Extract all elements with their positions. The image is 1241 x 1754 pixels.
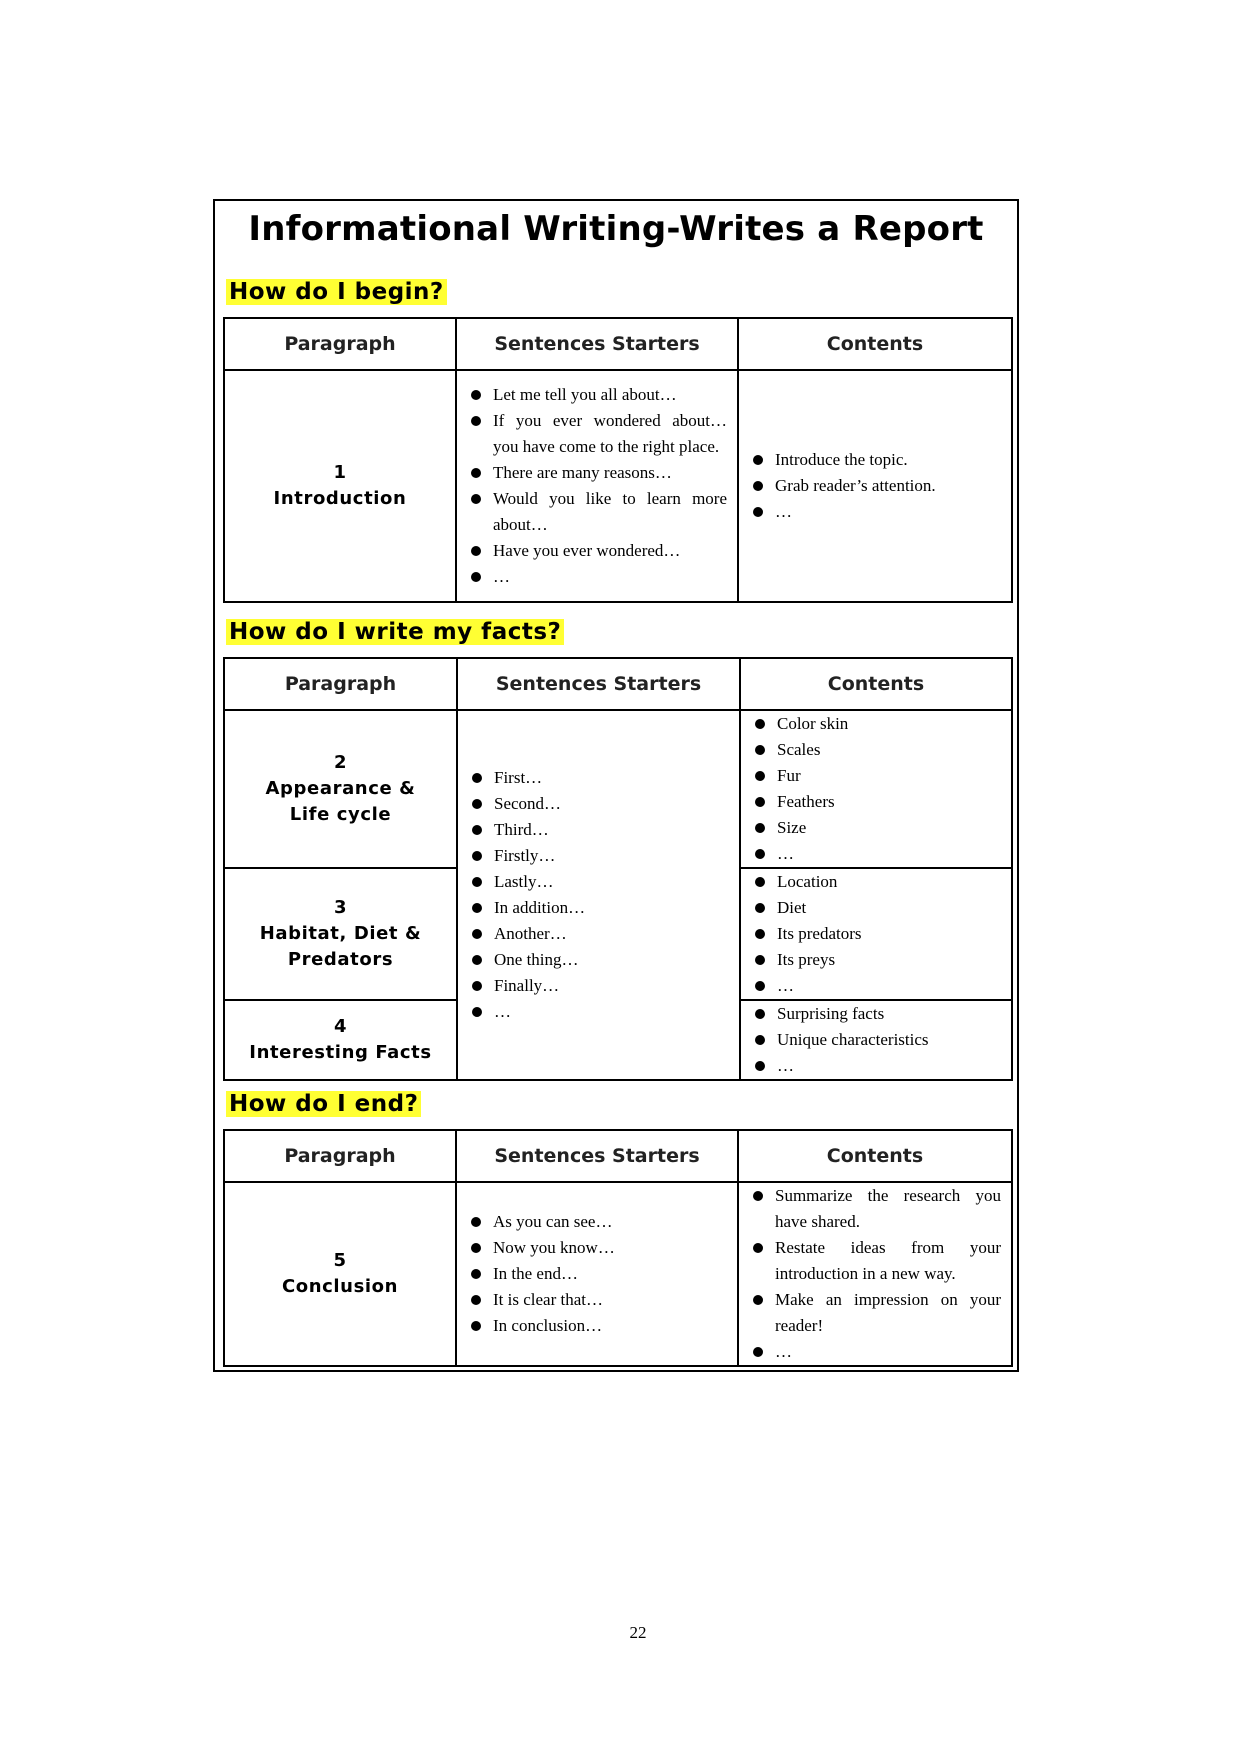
bullet-icon <box>755 745 765 755</box>
table-begin <box>223 317 1013 603</box>
starters-list <box>457 1209 737 1339</box>
list-item <box>469 538 727 564</box>
bullet-icon <box>472 1007 482 1017</box>
list-item-text: Second… <box>494 794 562 813</box>
column-header-starters: Sentences Starters <box>457 658 740 710</box>
list-item-text: Grab reader’s attention. <box>775 476 936 495</box>
list-item-text: Would you like to learn more about… <box>493 489 727 534</box>
list-item-text: One thing… <box>494 950 579 969</box>
table-end <box>223 1129 1013 1367</box>
list-item-text: Its preys <box>777 950 836 969</box>
list-item-text: Feathers <box>777 792 835 811</box>
list-item <box>753 841 1001 867</box>
list-item <box>753 789 1001 815</box>
list-item-text: First… <box>494 768 543 787</box>
contents-cell <box>740 868 1012 1000</box>
bullet-icon <box>471 1269 481 1279</box>
list-item-text: Location <box>777 872 838 891</box>
starters-cell <box>457 710 740 1080</box>
list-item <box>470 895 729 921</box>
list-item <box>753 763 1001 789</box>
bullet-icon <box>472 851 482 861</box>
paragraph-number: 3 <box>333 897 348 918</box>
list-item-text: Scales <box>777 740 821 759</box>
bullet-icon <box>471 1295 481 1305</box>
paragraph-cell-interesting-facts <box>224 1000 457 1080</box>
page-title: Informational Writing-Writes a Report <box>248 209 984 249</box>
list-item <box>469 460 727 486</box>
list-item <box>470 869 729 895</box>
list-item-text: … <box>777 844 794 863</box>
bullet-icon <box>755 903 765 913</box>
list-item <box>470 765 729 791</box>
bullet-icon <box>472 799 482 809</box>
list-item <box>753 869 1001 895</box>
list-item-text: As you can see… <box>493 1212 613 1231</box>
bullet-icon <box>472 981 482 991</box>
bullet-icon <box>472 955 482 965</box>
list-item <box>470 921 729 947</box>
list-item <box>469 382 727 408</box>
bullet-icon <box>753 1243 763 1253</box>
list-item-text: … <box>775 1342 792 1361</box>
list-item-text: … <box>493 567 510 586</box>
list-item-text: Color skin <box>777 714 849 733</box>
contents-list <box>741 1001 1011 1079</box>
starters-cell <box>456 1182 738 1366</box>
list-item <box>470 791 729 817</box>
paragraph-name: Introduction <box>273 488 407 509</box>
list-item-text: Firstly… <box>494 846 556 865</box>
list-item-text: … <box>775 502 792 521</box>
table-row <box>224 370 1012 602</box>
list-item <box>753 1027 1001 1053</box>
list-item <box>753 1001 1001 1027</box>
section-heading-end: How do I end? <box>223 1087 424 1121</box>
contents-cell <box>738 1182 1012 1366</box>
bullet-icon <box>471 1217 481 1227</box>
table-header-row <box>224 1130 1012 1182</box>
starters-cell <box>456 370 738 602</box>
contents-list <box>741 869 1011 999</box>
contents-list <box>739 447 1011 525</box>
contents-list <box>741 711 1011 867</box>
list-item-text: Its predators <box>777 924 862 943</box>
section-heading-begin: How do I begin? <box>223 275 450 309</box>
bullet-icon <box>471 1321 481 1331</box>
bullet-icon <box>753 1295 763 1305</box>
paragraph-number: 4 <box>333 1016 348 1037</box>
list-item-text: Have you ever wondered… <box>493 541 681 560</box>
starters-list <box>457 382 737 590</box>
paragraph-number: 2 <box>333 752 348 773</box>
list-item-text: Third… <box>494 820 549 839</box>
bullet-icon <box>755 719 765 729</box>
list-item <box>753 737 1001 763</box>
bullet-icon <box>755 849 765 859</box>
list-item-text: … <box>777 976 794 995</box>
list-item <box>470 817 729 843</box>
bullet-icon <box>472 929 482 939</box>
bullet-icon <box>471 416 481 426</box>
column-header-paragraph: Paragraph <box>224 1130 456 1182</box>
starters-list <box>458 765 739 1025</box>
list-item <box>469 1261 727 1287</box>
list-item <box>753 921 1001 947</box>
bullet-icon <box>755 823 765 833</box>
contents-list <box>739 1183 1011 1365</box>
list-item <box>751 1183 1001 1235</box>
list-item <box>751 473 1001 499</box>
bullet-icon <box>755 1061 765 1071</box>
list-item-text: … <box>777 1056 794 1075</box>
table-facts <box>223 657 1013 1081</box>
list-item-text: If you ever wondered about… you have come to the right place. <box>493 411 727 456</box>
list-item <box>470 947 729 973</box>
bullet-icon <box>753 1347 763 1357</box>
list-item <box>753 815 1001 841</box>
list-item-text: Restate ideas from your introduction in a new way. <box>775 1238 1001 1283</box>
list-item <box>469 408 727 460</box>
list-item-text: Another… <box>494 924 567 943</box>
bullet-icon <box>755 929 765 939</box>
paragraph-name: Appearance & Life cycle <box>265 778 416 825</box>
paragraph-name: Habitat, Diet & Predators <box>259 923 422 970</box>
list-item-text: In conclusion… <box>493 1316 603 1335</box>
list-item-text: Introduce the topic. <box>775 450 908 469</box>
contents-cell <box>740 710 1012 868</box>
list-item-text: … <box>494 1002 511 1021</box>
bullet-icon <box>753 481 763 491</box>
bullet-icon <box>755 955 765 965</box>
list-item <box>469 1313 727 1339</box>
bullet-icon <box>755 877 765 887</box>
list-item-text: Finally… <box>494 976 560 995</box>
bullet-icon <box>753 1191 763 1201</box>
bullet-icon <box>755 981 765 991</box>
paragraph-cell-conclusion <box>224 1182 456 1366</box>
bullet-icon <box>755 1035 765 1045</box>
paragraph-cell-appearance <box>224 710 457 868</box>
list-item <box>753 947 1001 973</box>
list-item <box>469 1209 727 1235</box>
list-item-text: Unique characteristics <box>777 1030 929 1049</box>
bullet-icon <box>472 877 482 887</box>
report-worksheet <box>213 199 1019 1372</box>
column-header-paragraph: Paragraph <box>224 318 456 370</box>
table-row <box>224 1182 1012 1366</box>
page-number: 22 <box>629 1623 647 1642</box>
column-header-contents: Contents <box>740 658 1012 710</box>
bullet-icon <box>753 507 763 517</box>
bullet-icon <box>471 494 481 504</box>
section-heading-facts: How do I write my facts? <box>223 615 567 649</box>
list-item <box>470 999 729 1025</box>
column-header-contents: Contents <box>738 1130 1012 1182</box>
list-item <box>751 1287 1001 1339</box>
paragraph-name: Interesting Facts <box>249 1042 432 1063</box>
list-item <box>753 973 1001 999</box>
list-item <box>751 1235 1001 1287</box>
contents-cell <box>740 1000 1012 1080</box>
list-item <box>751 499 1001 525</box>
list-item <box>753 895 1001 921</box>
list-item-text: In addition… <box>494 898 586 917</box>
column-header-starters: Sentences Starters <box>456 318 738 370</box>
list-item <box>469 564 727 590</box>
bullet-icon <box>471 572 481 582</box>
bullet-icon <box>755 1009 765 1019</box>
list-item <box>470 843 729 869</box>
bullet-icon <box>471 1243 481 1253</box>
bullet-icon <box>472 773 482 783</box>
list-item <box>753 711 1001 737</box>
table-row <box>224 710 1012 868</box>
bullet-icon <box>471 390 481 400</box>
list-item-text: Let me tell you all about… <box>493 385 677 404</box>
paragraph-number: 5 <box>333 1250 347 1271</box>
bullet-icon <box>472 903 482 913</box>
list-item <box>469 1235 727 1261</box>
list-item <box>753 1053 1001 1079</box>
contents-cell <box>738 370 1012 602</box>
list-item-text: It is clear that… <box>493 1290 603 1309</box>
list-item-text: Summarize the research you have shared. <box>775 1186 1001 1231</box>
list-item-text: There are many reasons… <box>493 463 672 482</box>
list-item-text: Make an impression on your reader! <box>775 1290 1001 1335</box>
paragraph-cell-introduction <box>224 370 456 602</box>
list-item-text: In the end… <box>493 1264 578 1283</box>
bullet-icon <box>755 797 765 807</box>
paragraph-name: Conclusion <box>281 1276 399 1297</box>
bullet-icon <box>755 771 765 781</box>
bullet-icon <box>753 455 763 465</box>
list-item <box>469 486 727 538</box>
list-item-text: Lastly… <box>494 872 554 891</box>
bullet-icon <box>472 825 482 835</box>
paragraph-cell-habitat <box>224 868 457 1000</box>
list-item-text: Fur <box>777 766 801 785</box>
list-item-text: Now you know… <box>493 1238 615 1257</box>
bullet-icon <box>471 546 481 556</box>
list-item <box>751 447 1001 473</box>
list-item-text: Size <box>777 818 807 837</box>
column-header-paragraph: Paragraph <box>224 658 457 710</box>
table-header-row <box>224 318 1012 370</box>
column-header-starters: Sentences Starters <box>456 1130 738 1182</box>
list-item-text: Diet <box>777 898 807 917</box>
column-header-contents: Contents <box>738 318 1012 370</box>
list-item <box>470 973 729 999</box>
table-header-row <box>224 658 1012 710</box>
bullet-icon <box>471 468 481 478</box>
list-item <box>751 1339 1001 1365</box>
list-item-text: Surprising facts <box>777 1004 885 1023</box>
list-item <box>469 1287 727 1313</box>
paragraph-number: 1 <box>333 462 347 483</box>
